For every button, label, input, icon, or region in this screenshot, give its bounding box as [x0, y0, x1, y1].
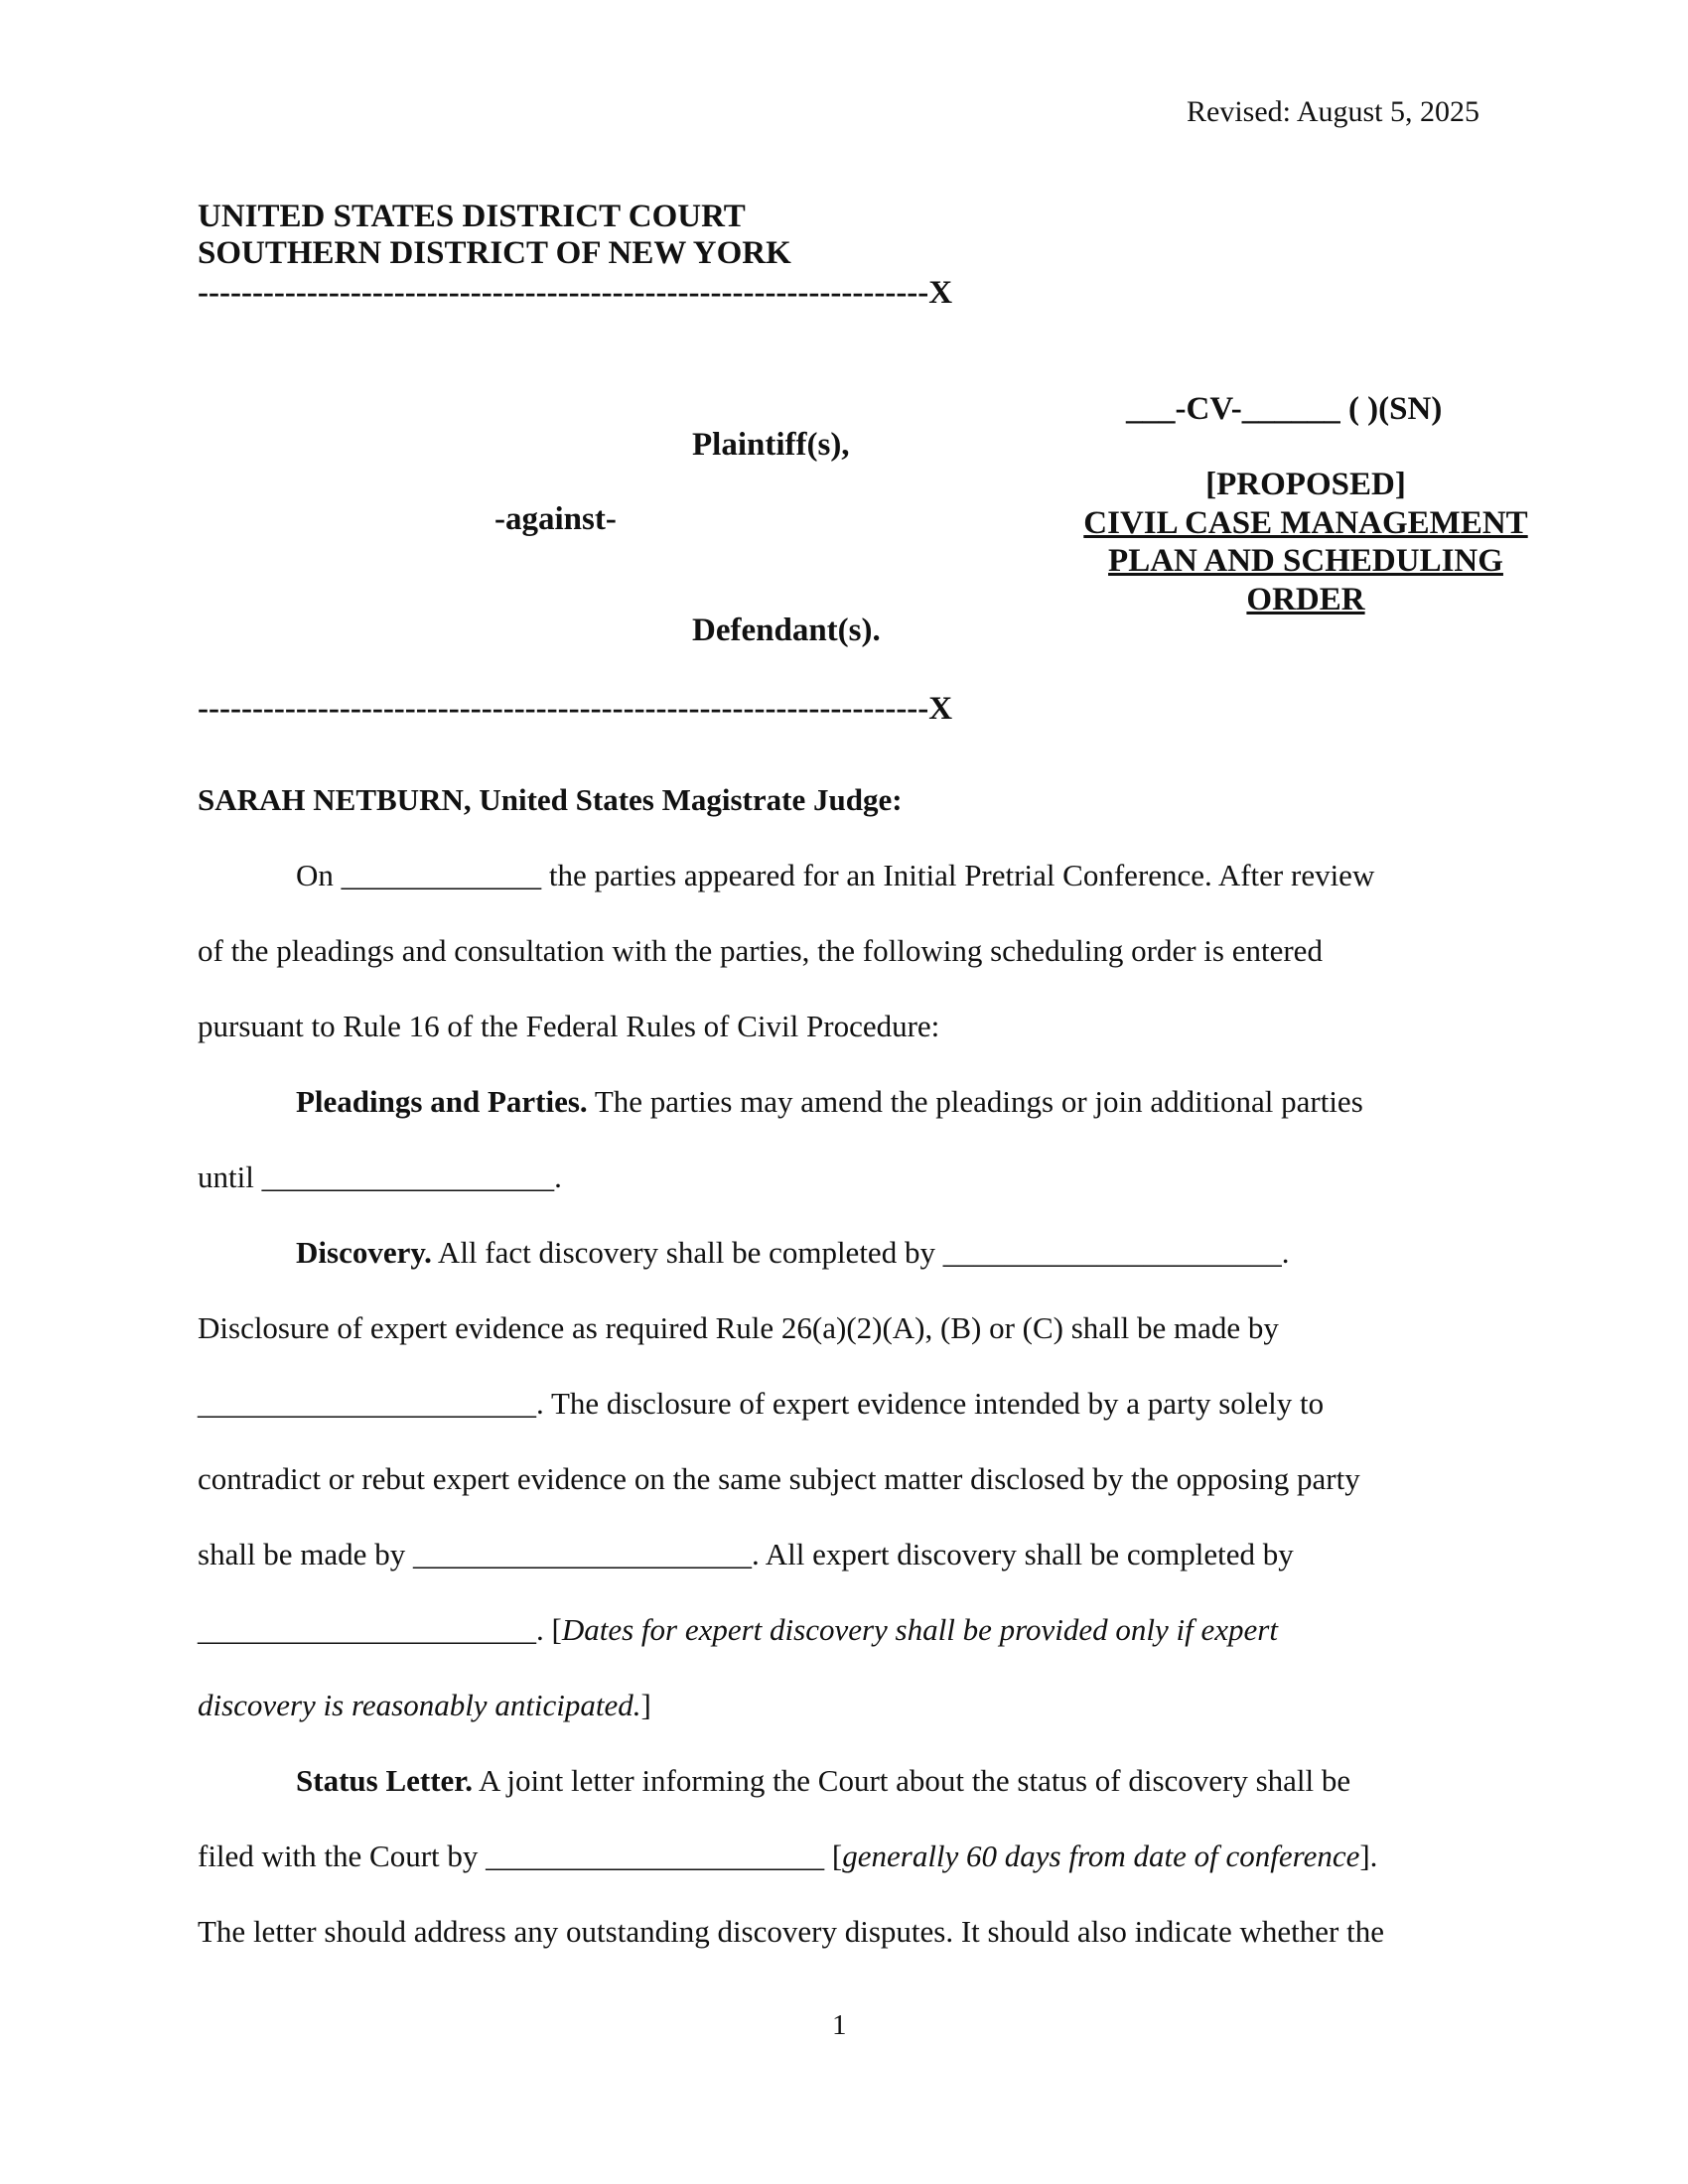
revised-date: Revised: August 5, 2025	[1187, 95, 1480, 128]
discovery-heading: Discovery.	[296, 1235, 432, 1270]
document-title	[1062, 466, 1549, 618]
pleadings-heading: Pleadings and Parties.	[296, 1084, 588, 1119]
title-proposed: [PROPOSED]	[1205, 467, 1406, 502]
discovery-line-7-note: discovery is reasonably anticipated.	[198, 1688, 641, 1722]
discovery-line-6-plain: ______________________. [	[198, 1612, 562, 1647]
title-line-3: ORDER	[1246, 581, 1365, 617]
pleadings-line-2: until ___________________.	[198, 1160, 562, 1194]
discovery-line-7-bracket: ]	[640, 1688, 651, 1722]
status-text-1: A joint letter informing the Court about the status of discovery shall be	[472, 1763, 1351, 1798]
intro-line-2: of the pleadings and consultation with the parties, the following scheduling order is entered	[198, 933, 1323, 968]
discovery-line-4: contradict or rebut expert evidence on the same subject matter disclosed by the opposing party	[198, 1461, 1360, 1496]
against-label: -against-	[494, 501, 617, 537]
title-line-1: CIVIL CASE MANAGEMENT	[1083, 504, 1528, 541]
discovery-line-7	[198, 1688, 651, 1723]
intro-line-3: pursuant to Rule 16 of the Federal Rules of Civil Procedure:	[198, 1009, 940, 1043]
caption-separator-bottom: -------------------------------------------------------------------X	[198, 691, 953, 727]
status-line-3: The letter should address any outstanding discovery disputes. It should also indicate whether the	[198, 1914, 1384, 1949]
page-number: 1	[832, 2009, 847, 2041]
discovery-paragraph-line-1	[296, 1235, 1289, 1271]
status-line-2-plain: filed with the Court by ______________________ [	[198, 1839, 843, 1873]
status-heading: Status Letter.	[296, 1763, 473, 1798]
discovery-line-2: Disclosure of expert evidence as required Rule 26(a)(2)(A), (B) or (C) shall be made by	[198, 1310, 1279, 1345]
intro-line-1: On _____________ the parties appeared for an Initial Pretrial Conference. After review	[296, 858, 1375, 892]
status-line-2-note: generally 60 days from date of conference	[842, 1839, 1360, 1873]
discovery-line-3: ______________________. The disclosure of expert evidence intended by a party solely to	[198, 1386, 1325, 1421]
caption-separator-top: -------------------------------------------------------------------X	[198, 275, 953, 311]
status-paragraph-line-1	[296, 1763, 1350, 1799]
pleadings-text-1: The parties may amend the pleadings or join additional parties	[587, 1084, 1363, 1119]
discovery-line-6-note: Dates for expert discovery shall be provided only if expert	[561, 1612, 1278, 1647]
court-district: SOUTHERN DISTRICT OF NEW YORK	[198, 235, 791, 271]
court-name: UNITED STATES DISTRICT COURT	[198, 199, 746, 234]
pleadings-paragraph-line-1	[296, 1084, 1363, 1120]
discovery-line-6	[198, 1612, 1278, 1648]
status-line-2	[198, 1839, 1377, 1874]
status-line-2-end: ].	[1359, 1839, 1378, 1873]
defendant-label: Defendant(s).	[692, 613, 881, 648]
judge-heading: SARAH NETBURN, United States Magistrate Judge:	[198, 782, 903, 817]
discovery-text-1: All fact discovery shall be completed by ______________________.	[431, 1235, 1290, 1270]
discovery-line-5: shall be made by ______________________. All expert discovery shall be completed by	[198, 1537, 1294, 1571]
plaintiff-label: Plaintiff(s),	[692, 427, 850, 463]
case-number: ___-CV-______ ( )(SN)	[1126, 391, 1443, 427]
title-line-2: PLAN AND SCHEDULING	[1108, 543, 1503, 579]
